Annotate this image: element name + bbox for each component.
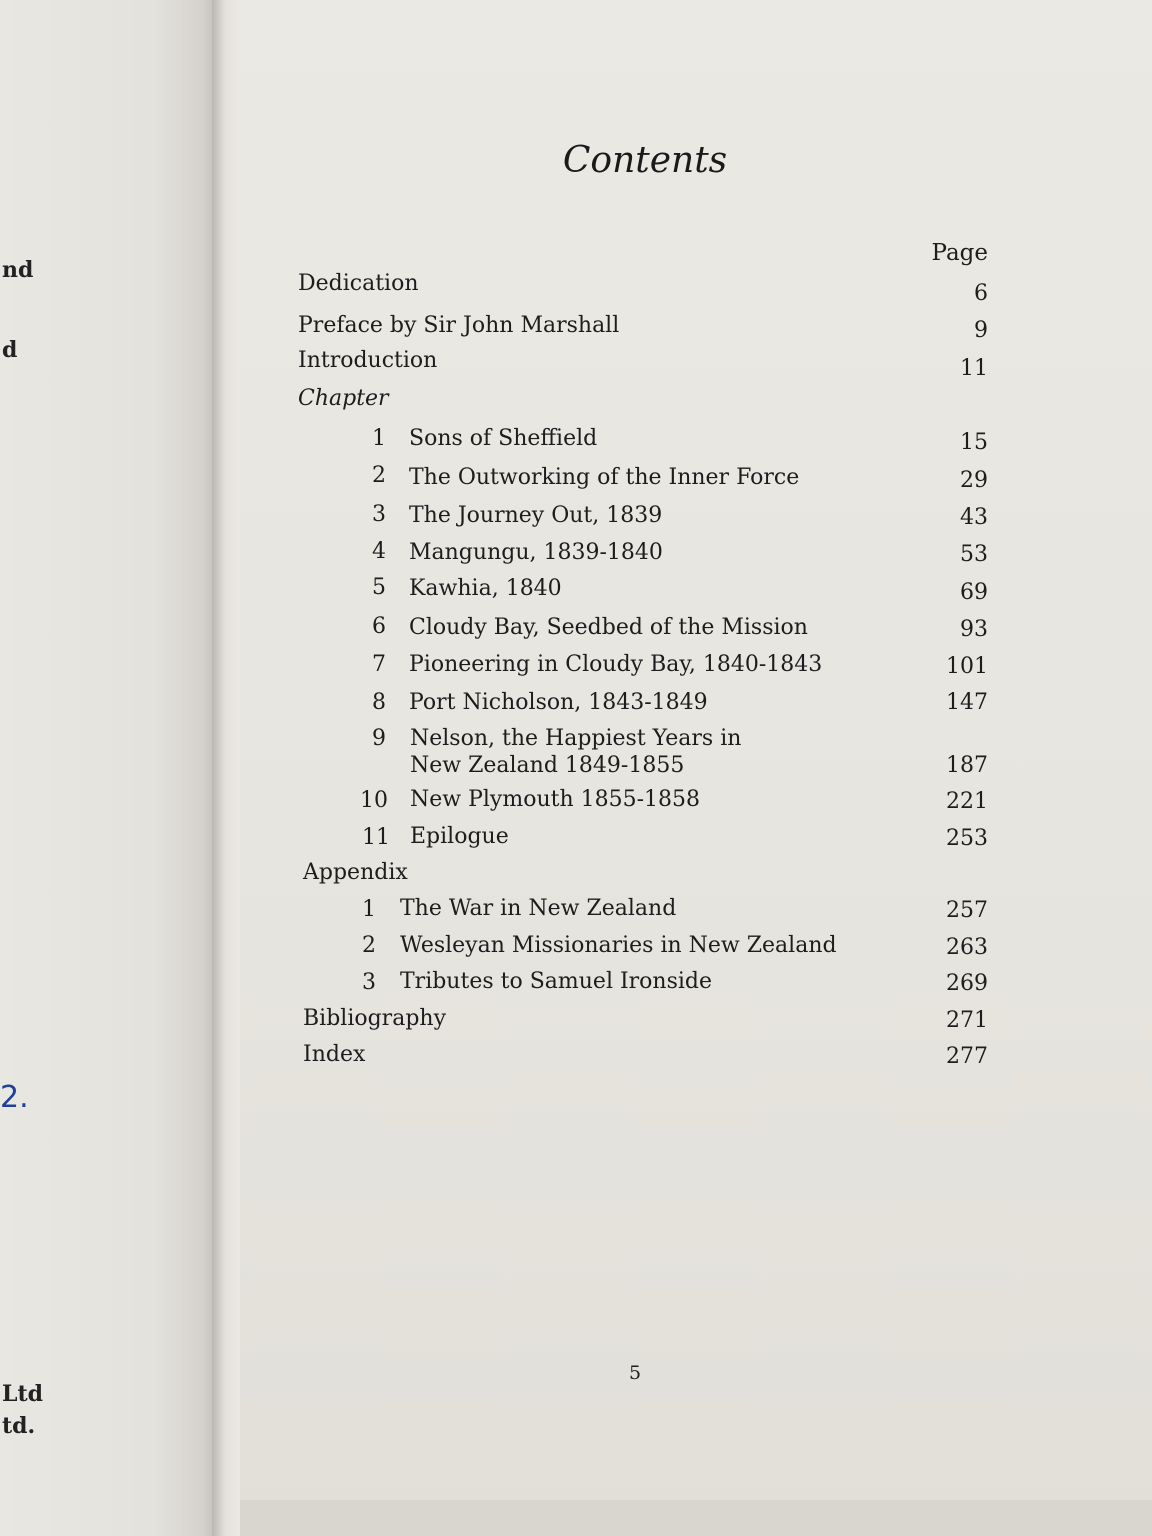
chapter-title: Port Nicholson, 1843-1849 xyxy=(409,690,708,715)
chapter-title: The Journey Out, 1839 xyxy=(409,503,663,528)
chapter-page: 43 xyxy=(960,505,988,530)
appendix-title: Wesleyan Missionaries in New Zealand xyxy=(400,933,837,958)
toc-entry-label: Index xyxy=(303,1042,366,1067)
chapter-title: New Plymouth 1855-1858 xyxy=(410,787,701,812)
chapter-number: 2 xyxy=(372,463,386,488)
left-page xyxy=(0,0,220,1536)
table-surface xyxy=(240,1500,1152,1536)
chapter-number: 5 xyxy=(372,575,386,600)
left-page-fragment: Ltd xyxy=(2,1381,44,1407)
chapter-title: Mangungu, 1839-1840 xyxy=(409,540,663,565)
appendix-page: 269 xyxy=(946,971,988,996)
appendix-title: The War in New Zealand xyxy=(400,896,677,921)
chapter-page: 253 xyxy=(946,826,988,851)
chapter-page: 93 xyxy=(960,617,988,642)
left-page-fragment: td. xyxy=(2,1413,36,1439)
toc-entry-page: 11 xyxy=(960,356,988,381)
chapter-number: 6 xyxy=(372,614,386,639)
chapter-number: 10 xyxy=(360,788,388,813)
chapter-page: 29 xyxy=(960,468,988,493)
chapter-number: 11 xyxy=(362,825,390,850)
chapter-title: Kawhia, 1840 xyxy=(409,576,562,601)
chapter-number: 7 xyxy=(372,652,386,677)
chapter-page: 147 xyxy=(946,690,988,715)
contents-page xyxy=(240,0,1152,1536)
chapter-page: 187 xyxy=(946,753,988,778)
toc-entry-page: 271 xyxy=(946,1008,988,1033)
appendix-heading: Appendix xyxy=(303,860,408,885)
chapter-title: The Outworking of the Inner Force xyxy=(409,465,800,490)
page-title: Contents xyxy=(562,140,728,181)
chapter-number: 8 xyxy=(372,690,386,715)
chapter-number: 9 xyxy=(372,726,386,751)
chapter-title: Sons of Sheffield xyxy=(409,426,598,451)
chapter-number: 4 xyxy=(372,539,386,564)
handwritten-mark: 2. xyxy=(0,1080,29,1115)
appendix-page: 257 xyxy=(946,898,988,923)
left-page-fragment: nd xyxy=(2,257,34,283)
chapter-heading: Chapter xyxy=(298,386,389,411)
chapter-number: 3 xyxy=(372,502,386,527)
toc-entry-page: 9 xyxy=(974,318,988,343)
chapter-page: 15 xyxy=(960,430,988,455)
left-page-fragment: d xyxy=(2,337,18,363)
appendix-page: 263 xyxy=(946,935,988,960)
toc-entry-label: Dedication xyxy=(298,271,419,296)
chapter-number: 1 xyxy=(372,426,386,451)
toc-entry-label: Introduction xyxy=(298,348,438,373)
chapter-page: 69 xyxy=(960,580,988,605)
chapter-page: 53 xyxy=(960,542,988,567)
chapter-page: 221 xyxy=(946,789,988,814)
chapter-title: Nelson, the Happiest Years in xyxy=(410,726,742,751)
appendix-number: 2 xyxy=(362,933,376,958)
chapter-title: Epilogue xyxy=(410,824,509,849)
chapter-title-continued: New Zealand 1849-1855 xyxy=(410,753,685,778)
page-number: 5 xyxy=(628,1362,642,1384)
chapter-title: Pioneering in Cloudy Bay, 1840-1843 xyxy=(409,652,823,677)
toc-entry-page: 277 xyxy=(946,1044,988,1069)
chapter-title: Cloudy Bay, Seedbed of the Mission xyxy=(409,615,808,640)
toc-entry-label: Preface by Sir John Marshall xyxy=(298,313,620,338)
appendix-number: 1 xyxy=(362,897,376,922)
chapter-page: 101 xyxy=(946,654,988,679)
appendix-title: Tributes to Samuel Ironside xyxy=(400,969,713,994)
toc-entry-label: Bibliography xyxy=(303,1006,446,1031)
appendix-number: 3 xyxy=(362,970,376,995)
page-column-header: Page xyxy=(931,240,988,266)
toc-entry-page: 6 xyxy=(974,281,988,306)
